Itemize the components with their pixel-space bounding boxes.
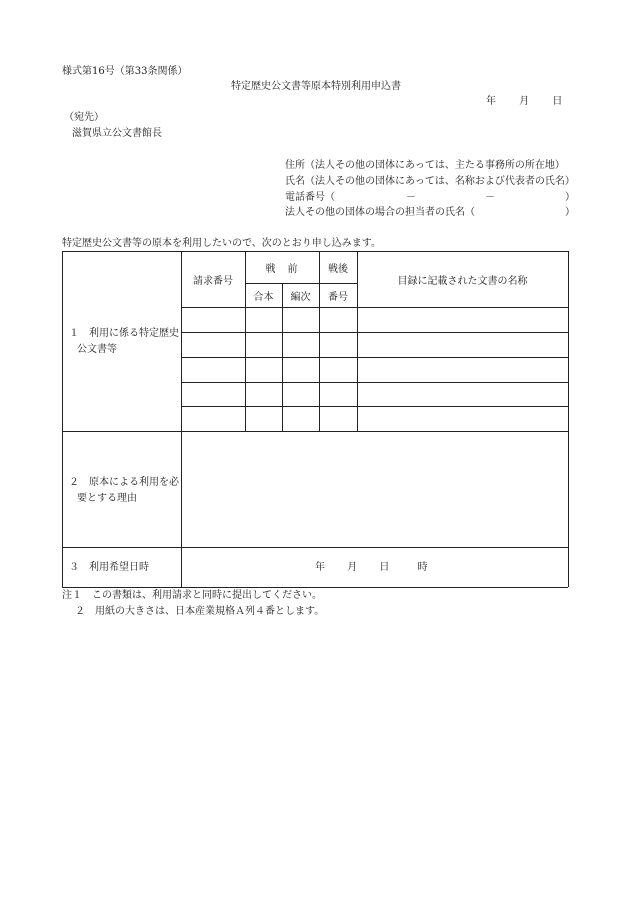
applicant-name-label: 氏名（法人その他の団体にあっては、名称および代表者の氏名） xyxy=(285,176,575,187)
date-year-label: 年 xyxy=(486,96,496,107)
section1-label-line2: 公文書等 xyxy=(77,344,117,355)
datetime-day-label: 日 xyxy=(379,562,390,573)
phone-close-paren: ） xyxy=(565,192,575,203)
addressee-label: （宛先） xyxy=(64,112,104,123)
note-2: ２ 用紙の大きさは、日本産業規格Ａ列４番とします。 xyxy=(75,606,325,617)
table-row[interactable] xyxy=(182,407,568,431)
page-title: 特定歴史公文書等原本特別利用申込書 xyxy=(231,81,401,92)
addressee-name: 滋賀県立公文書館長 xyxy=(72,128,162,139)
header-document-name: 目録に記載された文書の名称 xyxy=(397,275,528,287)
section1-label-line1: １ 利用に係る特定歴史 xyxy=(69,328,179,339)
preferred-datetime[interactable] xyxy=(315,562,428,574)
section2-label-line2: 要とする理由 xyxy=(77,493,137,504)
form-number: 様式第16号（第33条関係） xyxy=(62,66,188,77)
phone-dash-1: － xyxy=(406,192,416,203)
phone-dash-2: － xyxy=(485,192,495,203)
applicant-phone-label: 電話番号（ xyxy=(285,192,335,203)
section2-label-line1: ２ 原本による利用を必 xyxy=(69,477,179,488)
header-request-number: 請求番号 xyxy=(193,275,233,287)
datetime-year-label: 年 xyxy=(315,562,325,573)
contact-person-label: 法人その他の団体の場合の担当者の氏名（ xyxy=(285,207,475,218)
table-row[interactable] xyxy=(182,308,568,332)
section3-label: ３ 利用希望日時 xyxy=(69,562,149,573)
table-row[interactable] xyxy=(182,333,568,357)
reason-field[interactable] xyxy=(182,432,568,547)
date-month-label: 月 xyxy=(519,96,530,107)
date-day-label: 日 xyxy=(552,96,563,107)
note-1: 注１ この書類は、利用請求と同時に提出してください。 xyxy=(62,590,322,601)
datetime-month-label: 月 xyxy=(347,562,358,573)
table-row[interactable] xyxy=(182,383,568,406)
applicant-address-label: 住所（法人その他の団体にあっては、主たる事務所の所在地） xyxy=(285,160,565,171)
header-number: 番号 xyxy=(328,291,348,303)
table-row[interactable] xyxy=(182,358,568,382)
header-edition: 編次 xyxy=(290,291,311,303)
contact-close-paren: ） xyxy=(565,207,575,218)
header-prewar: 戦 前 xyxy=(265,263,299,275)
datetime-hour-label: 時 xyxy=(417,562,428,573)
header-binding: 合本 xyxy=(253,291,274,303)
application-date xyxy=(486,96,562,108)
intro-text: 特定歴史公文書等の原本を利用したいので、次のとおり申し込みます。 xyxy=(62,238,381,249)
header-postwar: 戦後 xyxy=(328,263,348,275)
